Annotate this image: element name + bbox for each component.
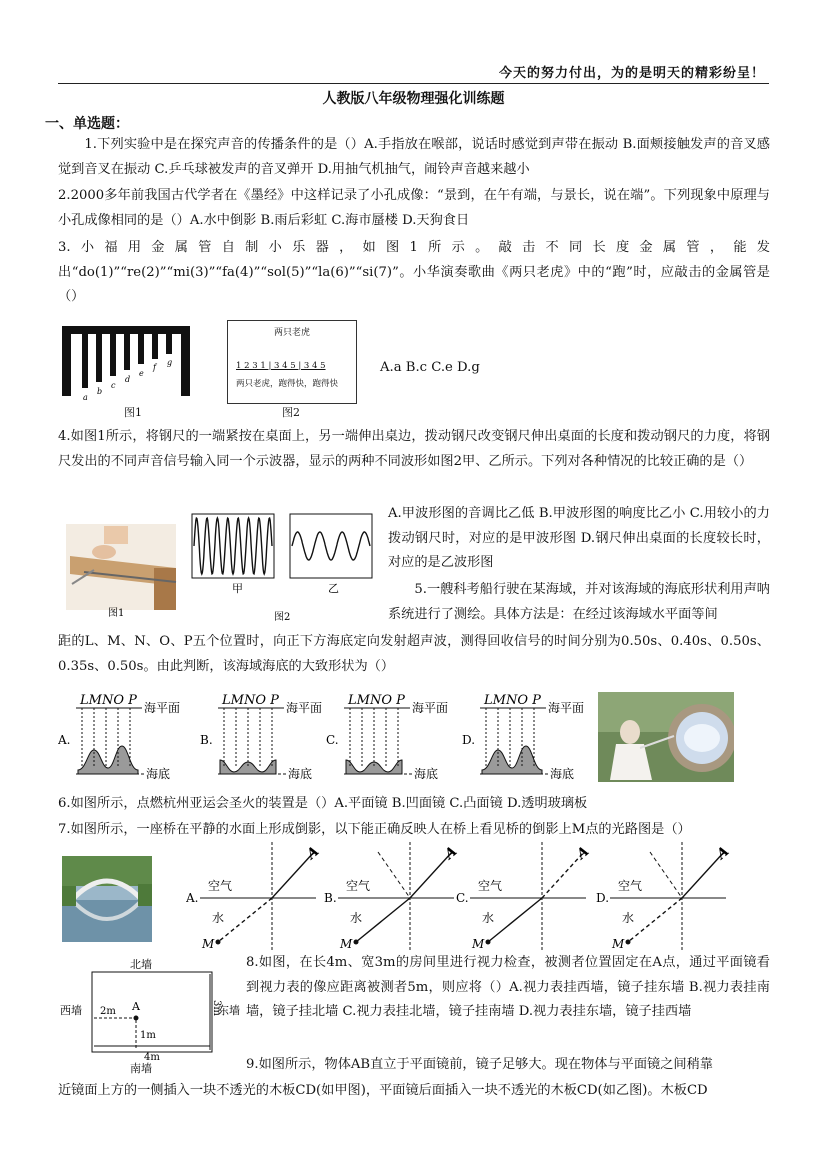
option-label: D. — [462, 733, 476, 747]
question-8: 8.如图，在长4m、宽3m的房间里进行视力检查，被测者位置固定在A点，通过平面镜看到视力表的像应距离被测者5m，则应将（）A.视力表挂西墙，镜子挂东墙 B.视力表挂南墙，镜子挂北墙 C.视力表挂北墙，镜子挂南墙 D.视力表挂东墙，镜子挂西墙 — [246, 955, 770, 1019]
bridge-photo — [62, 856, 152, 942]
image-ray — [356, 898, 410, 942]
reflected-ray — [410, 852, 452, 898]
sea-floor-label: 海底 — [550, 767, 575, 781]
eye-label: A — [573, 843, 593, 863]
tube-label: e — [139, 369, 144, 378]
question-1: 1.下列实验中是在探究声音的传播条件的是（）A.手指放在喉部，说话时感觉到声带在振动 B.面颊接触发声的音叉感觉到音叉在振动 C.乒乓球被发声的音叉弹开 D.用抽气机抽气，闹铃声音越来越小 — [58, 137, 770, 177]
sonar-points-label: LMNO P — [484, 693, 541, 708]
reflected-ray — [682, 852, 724, 898]
seabed-options-figure — [58, 688, 598, 784]
reflected-ray — [542, 852, 584, 898]
water-label: 水 — [350, 911, 363, 925]
point-m — [626, 940, 631, 945]
point-m — [216, 940, 221, 945]
point-m-label: M — [202, 937, 215, 951]
option-label: B. — [200, 733, 213, 747]
incident-ray — [378, 852, 410, 898]
eye-label: A — [713, 843, 733, 863]
sea-floor-label: 海底 — [146, 767, 171, 781]
sea-floor-label: 海底 — [414, 767, 439, 781]
tube-label: f — [153, 363, 156, 372]
option-label: D. — [596, 891, 610, 905]
question-6: 6.如图所示，点燃杭州亚运会圣火的装置是（）A.平面镜 B.凹面镜 C.凸面镜 D.透明玻璃板 — [58, 796, 588, 811]
figure-caption: 图2 — [282, 406, 300, 419]
light-path-options-figure — [186, 842, 746, 952]
eye-label: A — [441, 843, 461, 863]
distance-1m: 1m — [140, 1030, 156, 1041]
point-m-label: M — [340, 937, 353, 951]
water-label: 水 — [622, 911, 635, 925]
tube-label: d — [125, 375, 131, 384]
question-9-part-2: 近镜面上方的一侧插入一块不透光的木板CD(如甲图)，平面镜后面插入一块不透光的木板CD(如乙图)。木板CD — [58, 1083, 708, 1098]
option-label: A. — [186, 891, 199, 905]
incident-ray — [650, 852, 682, 898]
ruler-oscilloscope-figure — [64, 512, 384, 622]
seabed-shape — [346, 760, 402, 774]
west-wall-label: 西墙 — [60, 1004, 82, 1017]
point-m-label: M — [612, 937, 625, 951]
north-wall-label: 北墙 — [130, 958, 152, 971]
seabed-shape — [220, 760, 276, 774]
score-title: 两只老虎 — [273, 328, 310, 338]
question-3: 3.小福用金属管自制小乐器，如图1所示。敲击不同长度金属管，能发出“do(1)”“re(2)”“mi(3)”“fa(4)”“sol(5)”“la(6)”“si(7)”。小华演奏歌曲《两只老虎》中的“跑”时，应敲击的金属管是（） — [58, 240, 770, 304]
tube-label: c — [111, 381, 116, 390]
question-2: 2.2000多年前我国古代学者在《墨经》中这样记录了小孔成像：“景到，在午有端，与景长，说在端”。下列现象中原理与小孔成像相同的是（）A.水中倒影 B.雨后彩虹 C.海市蜃楼 D.天狗食日 — [58, 188, 770, 228]
tube-label: b — [97, 387, 103, 396]
section-heading: 一、单选题： — [45, 116, 129, 132]
distance-4m: 4m — [144, 1052, 160, 1063]
question-9-part-1: 9.如图所示，物体AB直立于平面镜前，镜子足够大。现在物体与平面镜之间稍靠 — [246, 1057, 713, 1072]
air-label: 空气 — [208, 879, 233, 893]
page-title: 人教版八年级物理强化训练题 — [322, 91, 505, 107]
image-ray — [488, 898, 542, 942]
point-m — [354, 940, 359, 945]
figure-caption: 图1 — [108, 608, 125, 619]
tube-instrument-figure — [62, 322, 194, 404]
image-ray — [628, 898, 682, 942]
figure-caption: 图2 — [274, 612, 291, 622]
seabed-shape — [78, 746, 138, 774]
point-m-label: M — [472, 937, 485, 951]
air-label: 空气 — [478, 879, 503, 893]
music-score-figure — [227, 320, 357, 404]
option-label: A. — [58, 733, 71, 747]
distance-2m: 2m — [100, 1006, 116, 1017]
water-label: 水 — [482, 911, 495, 925]
figure-caption: 图1 — [124, 406, 142, 419]
sonar-points-label: LMNO P — [348, 693, 405, 708]
distance-3m: 3m — [211, 1000, 222, 1016]
point-a-label: A — [132, 1000, 140, 1013]
sea-level-label: 海平面 — [144, 701, 181, 715]
score-lyrics: 两只老虎，跑得快，跑得快 — [236, 379, 339, 389]
sonar-points-label: LMNO P — [80, 693, 137, 708]
question-4-options: A.甲波形图的音调比乙低 B.甲波形图的响度比乙小 C.用较小的力拨动钢尺时，对应的是甲波形图 D.钢尺伸出桌面的长度较长时，对应的是乙波形图 — [388, 506, 770, 570]
wave-label-yi: 乙 — [328, 582, 339, 595]
option-label: B. — [324, 891, 337, 905]
room-diagram — [60, 956, 250, 1076]
sea-floor-label: 海底 — [288, 767, 313, 781]
seabed-shape — [482, 746, 542, 774]
tube-label: a — [83, 393, 88, 402]
option-label: C. — [456, 891, 469, 905]
air-label: 空气 — [346, 879, 371, 893]
score-notes: 1 2 3 1 | 3 4 5 | 3 4 5 — [236, 361, 326, 371]
question-5-part-2: 距的L、M、N、O、P五个位置时，向正下方海底定向发射超声波，测得回收信号的时间分别为0.50s、0.40s、0.50s、0.35s、0.50s。由此判断，该海域海底的大致形状为（） — [58, 634, 770, 674]
east-wall-label: 东墙 — [218, 1004, 240, 1017]
question-5-part-1: 5.一艘科考船行驶在某海域，并对该海域的海底形状利用声呐系统进行了测绘。具体方法是：在经过该海域水平面等间 — [388, 582, 770, 622]
point-m — [486, 940, 491, 945]
eye-label: A — [303, 843, 323, 863]
image-ray — [218, 898, 272, 942]
question-3-options: A.a B.c C.e D.g — [380, 360, 480, 375]
question-7: 7.如图所示，一座桥在平静的水面上形成倒影，以下能正确反映人在桥上看见桥的倒影上M点的光路图是（） — [58, 822, 691, 837]
option-label: C. — [326, 733, 339, 747]
reflected-ray — [272, 852, 314, 898]
header-divider — [58, 83, 769, 84]
header-motto: 今天的努力付出，为的是明天的精彩纷呈！ — [498, 66, 765, 81]
air-label: 空气 — [618, 879, 643, 893]
water-label: 水 — [212, 911, 225, 925]
tube-label: g — [167, 358, 173, 367]
south-wall-label: 南墙 — [130, 1062, 152, 1075]
sea-level-label: 海平面 — [548, 701, 585, 715]
question-4: 4.如图1所示，将钢尺的一端紧按在桌面上，另一端伸出桌边，拨动钢尺改变钢尺伸出桌面的长度和拨动钢尺的力度，将钢尺发出的不同声音信号输入同一个示波器，显示的两种不同波形如图2甲、乙所示。下列对各种情况的比较正确的是（） — [58, 429, 770, 469]
sea-level-label: 海平面 — [412, 701, 449, 715]
wave-label-jia: 甲 — [232, 582, 243, 595]
concave-mirror-photo — [598, 692, 734, 782]
sea-level-label: 海平面 — [286, 701, 323, 715]
sonar-points-label: LMNO P — [222, 693, 279, 708]
